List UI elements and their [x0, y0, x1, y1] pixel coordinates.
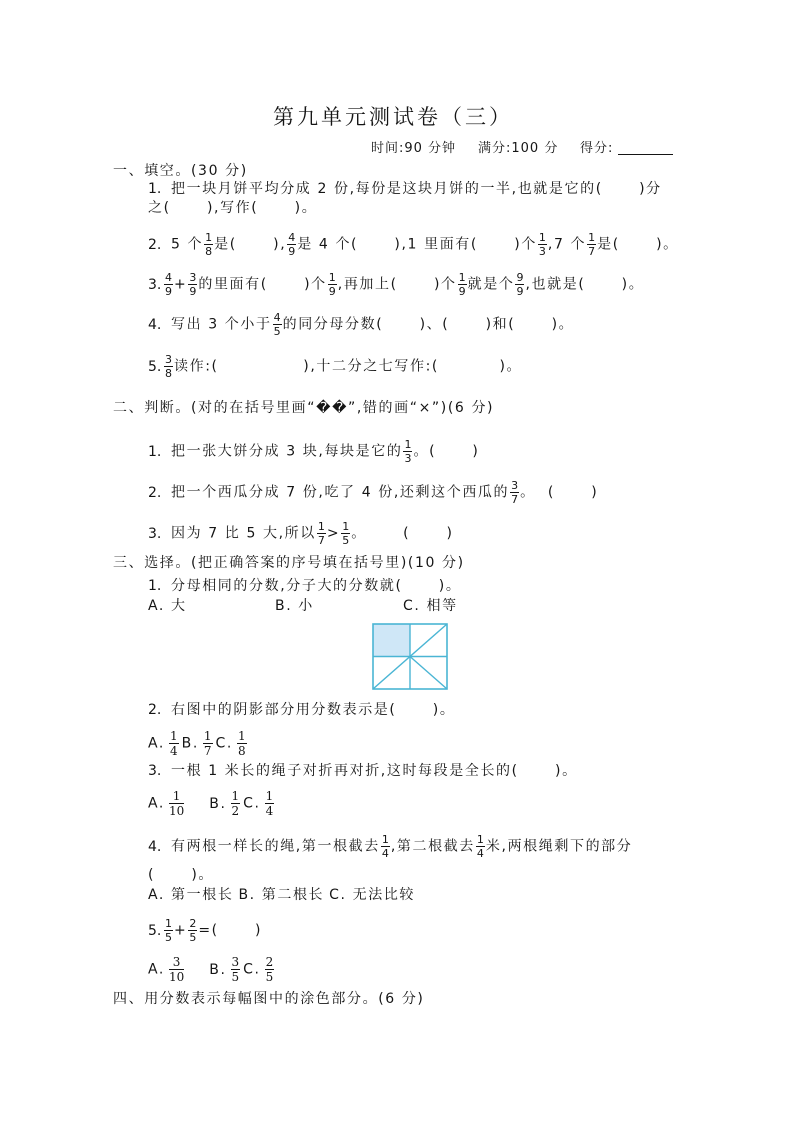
- section-heading-text: 四、用分数表示每幅图中的涂色部分。(6 分): [113, 991, 425, 1007]
- denominator: 9: [288, 245, 296, 258]
- diagonal-divider: [373, 624, 447, 689]
- denominator: 3: [404, 452, 412, 465]
- question-text: 把一个西瓜分成 7 份,吃了 4 份,还剩这个西瓜的: [171, 484, 510, 501]
- numerator: 1: [342, 520, 350, 533]
- denominator: 7: [203, 744, 212, 758]
- question-text: ,7 个: [547, 236, 587, 253]
- question-text: ,第二根截去: [390, 838, 475, 855]
- section-2-heading: [113, 397, 494, 419]
- denominator: 8: [205, 245, 213, 258]
- question-text: 是( )。: [597, 236, 679, 253]
- question-number: 2.: [148, 702, 162, 718]
- fraction: [169, 956, 184, 983]
- option-b-label: B.: [209, 795, 227, 812]
- fraction: [265, 956, 275, 983]
- option-b-label: B.: [181, 735, 199, 752]
- denominator: 5: [342, 534, 350, 547]
- denominator: 4: [381, 847, 389, 860]
- denominator: 4: [476, 847, 484, 860]
- fraction: [188, 918, 197, 943]
- fraction: [164, 272, 173, 297]
- denominator: 5: [165, 931, 172, 944]
- score-label: 得分:: [580, 141, 614, 156]
- fraction: [188, 272, 197, 297]
- s1-question-4: [148, 311, 575, 338]
- fraction: [587, 232, 596, 257]
- numerator: 1: [476, 833, 484, 846]
- fraction: [164, 918, 173, 943]
- s3-question-2-options: [148, 730, 250, 756]
- fraction: [515, 272, 524, 297]
- denominator: 4: [265, 804, 274, 818]
- denominator: 8: [237, 744, 246, 758]
- denominator: 7: [511, 493, 519, 506]
- denominator: 7: [588, 245, 596, 258]
- question-text: 一根 1 米长的绳子对折再对折,这时每段是全长的( )。: [171, 763, 578, 779]
- numerator: 4: [273, 311, 281, 324]
- question-number: 5.: [148, 922, 162, 939]
- fraction: [231, 956, 241, 983]
- fraction: [231, 790, 241, 817]
- numerator: 3: [165, 353, 172, 366]
- s1-question-1-line-2: [148, 197, 317, 219]
- denominator: 5: [231, 970, 240, 984]
- s1-question-2: [148, 231, 679, 258]
- question-number: 3.: [148, 525, 162, 542]
- numerator: 3: [189, 271, 197, 284]
- fraction: [341, 521, 350, 546]
- question-text: 读作:( ),十二分之七写作:( )。: [174, 358, 523, 375]
- fraction: [317, 521, 326, 546]
- numerator: 1: [169, 790, 184, 804]
- question-text: 的里面有( )个: [198, 276, 327, 293]
- s3-question-4-line-2: [148, 864, 214, 886]
- shaded-quarter: [373, 624, 410, 657]
- numerator: 1: [265, 789, 274, 803]
- section-4-heading: [113, 988, 424, 1010]
- numerator: 1: [317, 520, 325, 533]
- question-number: 4.: [148, 838, 162, 855]
- fraction: [273, 312, 282, 337]
- fraction: [510, 480, 519, 505]
- question-text: 分母相同的分数,分子大的分数就( )。: [171, 578, 462, 594]
- exam-time: 时间:90 分钟: [371, 141, 457, 156]
- denominator: 7: [317, 534, 325, 547]
- question-text: 米,两根绳剩下的部分: [485, 838, 633, 855]
- fraction: [164, 354, 173, 379]
- question-text: ,也就是( )。: [525, 276, 645, 293]
- question-number: 5.: [148, 358, 162, 375]
- option-a: A. 第一根长: [148, 887, 234, 903]
- fraction: [204, 232, 213, 257]
- question-text: 是( ),: [214, 236, 287, 253]
- denominator: 3: [538, 245, 546, 258]
- s3-question-5: [148, 917, 263, 944]
- question-text: 是 4 个( ),1 里面有( )个: [297, 236, 537, 253]
- fraction: [538, 232, 547, 257]
- question-number: 2.: [148, 236, 162, 253]
- answer-blank: ( )。: [148, 867, 215, 883]
- question-text: 之( ),写作( )。: [148, 200, 318, 216]
- numerator: 1: [404, 438, 412, 451]
- fraction: [169, 790, 184, 817]
- s2-question-1: [148, 438, 480, 465]
- denominator: 9: [516, 285, 524, 298]
- question-text: 就是个: [467, 276, 515, 293]
- denominator: 9: [328, 285, 336, 298]
- s1-question-5: [148, 353, 523, 380]
- plus-sign: +: [174, 276, 188, 293]
- s3-question-1: [148, 575, 461, 597]
- numerator: 1: [231, 789, 240, 803]
- section-heading-text: 二、判断。(对的在括号里画“��”,错的画“×”)(6 分): [113, 400, 495, 416]
- fraction: [287, 232, 296, 257]
- fraction: [237, 730, 247, 757]
- answer-blank: =( ): [198, 922, 263, 939]
- question-text: 写出 3 个小于: [171, 316, 272, 333]
- option-c: C. 无法比较: [329, 887, 416, 903]
- option-b-label: B.: [209, 961, 227, 978]
- s2-question-2: [148, 479, 599, 506]
- option-a-label: A.: [148, 735, 165, 752]
- numerator: 2: [265, 955, 274, 969]
- fraction: [169, 730, 179, 757]
- denominator: 10: [168, 804, 185, 818]
- answer-blank: 。 ( ): [520, 484, 599, 501]
- denominator: 2: [231, 804, 240, 818]
- numerator: 1: [169, 729, 178, 743]
- s3-question-3: [148, 760, 578, 782]
- numerator: 1: [588, 231, 596, 244]
- center-to-corner-divider: [410, 657, 447, 690]
- option-c-label: C.: [215, 735, 233, 752]
- numerator: 3: [169, 956, 184, 970]
- denominator: 5: [189, 931, 197, 944]
- s3-question-3-options: [148, 790, 277, 816]
- numerator: 1: [203, 729, 212, 743]
- fraction: [265, 790, 275, 817]
- denominator: 5: [265, 970, 274, 984]
- denominator: 4: [169, 744, 178, 758]
- option-c-label: C.: [243, 961, 261, 978]
- numerator: 1: [237, 729, 246, 743]
- question-text: 有两根一样长的绳,第一根截去: [171, 838, 380, 855]
- s2-question-3: [148, 520, 454, 547]
- option-a: A. 大: [148, 598, 187, 614]
- numerator: 2: [189, 917, 197, 930]
- question-number: 2.: [148, 484, 162, 501]
- option-b: B. 小: [275, 598, 314, 614]
- numerator: 9: [516, 271, 524, 284]
- fraction: [381, 834, 390, 859]
- question-text: 因为 7 比 5 大,所以: [171, 525, 316, 542]
- question-text: 5 个: [171, 236, 204, 253]
- numerator: 4: [165, 271, 172, 284]
- answer-blank: 。( ): [413, 443, 480, 460]
- figure-outline: [373, 624, 447, 689]
- question-text: 的同分母分数( )、( )和( )。: [282, 316, 575, 333]
- s3-question-2: [148, 699, 455, 721]
- fraction: [476, 834, 485, 859]
- option-a-label: A.: [148, 795, 165, 812]
- fraction: [328, 272, 337, 297]
- fraction: [403, 439, 412, 464]
- denominator: 9: [165, 285, 172, 298]
- section-3-heading: [113, 552, 465, 574]
- section-heading-text: 三、选择。(把正确答案的序号填在括号里)(10 分): [113, 555, 465, 571]
- numerator: 1: [458, 271, 466, 284]
- s1-question-3: [148, 271, 645, 298]
- greater-than-sign: >: [326, 525, 341, 542]
- fraction: [458, 272, 467, 297]
- full-score: 满分:100 分: [478, 141, 559, 156]
- page-title: 第九单元测试卷（三）: [273, 105, 513, 129]
- denominator: 10: [168, 970, 185, 984]
- question-text: ,再加上( )个: [337, 276, 457, 293]
- question-number: 1.: [148, 443, 162, 460]
- option-a-label: A.: [148, 961, 165, 978]
- denominator: 9: [458, 285, 466, 298]
- plus-sign: +: [174, 922, 188, 939]
- question-number: 4.: [148, 316, 162, 333]
- score-blank-line: [618, 154, 673, 155]
- numerator: 1: [381, 833, 389, 846]
- question-number: 1.: [148, 181, 162, 197]
- numerator: 1: [165, 917, 172, 930]
- option-c-label: C.: [243, 795, 261, 812]
- denominator: 9: [189, 285, 197, 298]
- option-c: C. 相等: [403, 598, 458, 614]
- question-text: 把一块月饼平均分成 2 份,每份是这块月饼的一半,也就是它的( )分: [171, 181, 662, 197]
- question-number: 3.: [148, 276, 162, 293]
- s3-question-5-options: [148, 956, 277, 982]
- denominator: 5: [273, 325, 281, 338]
- denominator: 8: [165, 367, 172, 380]
- numerator: 4: [288, 231, 296, 244]
- question-number: 1.: [148, 578, 162, 594]
- numerator: 1: [328, 271, 336, 284]
- s3-question-4-options: [148, 884, 415, 906]
- fraction: [203, 730, 213, 757]
- answer-blank: 。 ( ): [351, 525, 454, 542]
- question-text: 把一张大饼分成 3 块,每块是它的: [171, 443, 403, 460]
- numerator: 3: [511, 479, 519, 492]
- question-text: 右图中的阴影部分用分数表示是( )。: [171, 702, 456, 718]
- section-heading-text: 一、填空。(30 分): [113, 163, 248, 179]
- s3-question-4-line-1: [148, 833, 633, 860]
- numerator: 1: [205, 231, 213, 244]
- numerator: 1: [538, 231, 546, 244]
- numerator: 3: [231, 955, 240, 969]
- option-b: B. 第二根长: [238, 887, 325, 903]
- question-number: 3.: [148, 763, 162, 779]
